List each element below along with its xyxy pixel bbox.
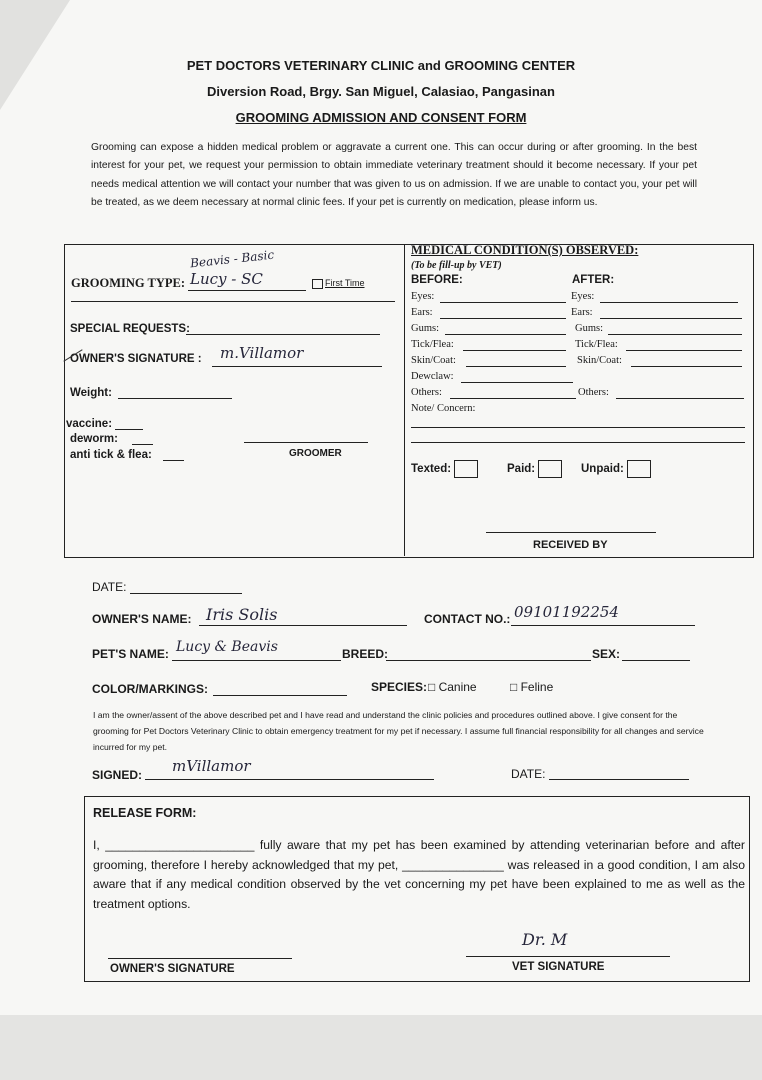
pet-name-value[interactable]: Lucy & Beavis <box>176 639 278 655</box>
signed-label: SIGNED: <box>92 768 143 782</box>
breed-line[interactable] <box>386 660 591 661</box>
before-tick-flea-line[interactable] <box>463 350 566 351</box>
before-ears: Ears: <box>411 307 433 318</box>
received-by-label: RECEIVED BY <box>533 539 608 551</box>
anti-tick-label: anti tick & flea: <box>70 449 152 461</box>
grooming-type-line <box>188 290 306 291</box>
special-requests-label: SPECIAL REQUESTS: <box>70 323 190 335</box>
signed-handwriting: mVillamor <box>172 757 251 775</box>
anti-tick-line[interactable] <box>163 460 184 461</box>
owner-name-value[interactable]: Iris Solis <box>206 605 278 624</box>
special-requests-line[interactable] <box>186 334 380 335</box>
contact-value[interactable]: 09101192254 <box>514 603 619 621</box>
before-dewclaw: Dewclaw: <box>411 371 454 382</box>
first-time-label: First Time <box>325 278 365 288</box>
before-tick-flea: Tick/Flea: <box>411 339 454 350</box>
form-title: GROOMING ADMISSION AND CONSENT FORM <box>235 110 527 125</box>
after-ears-line[interactable] <box>600 318 742 319</box>
first-time-option[interactable] <box>312 278 365 289</box>
after-eyes-line[interactable] <box>600 302 738 303</box>
box-divider <box>404 245 405 556</box>
after-tick-flea: Tick/Flea: <box>575 339 618 350</box>
vet-signature-handwriting: Dr. M <box>522 930 568 949</box>
release-title: RELEASE FORM: <box>93 806 197 820</box>
vaccine-label: vaccine: <box>66 418 113 430</box>
date-line[interactable] <box>130 593 242 594</box>
after-eyes: Eyes: <box>571 291 595 302</box>
after-heading: AFTER: <box>572 274 615 286</box>
note-line-2[interactable] <box>411 442 745 443</box>
clinic-address: Diversion Road, Brgy. San Miguel, Calasiao, Pangasinan <box>207 84 555 99</box>
intro-paragraph: Grooming can expose a hidden medical problem or aggravate a current one. This can occur during or after grooming. In the best interest for your pet, we request your permission to obtain immediate veterinary treatment should it become necessary. If your pet needs medical attention we will contact your number that was given to us on admission. If we are unable to contact you, your pet will be treated, as we deem necessary at normal clinic fees. If your pet is currently on medication, please inform us. <box>91 142 697 209</box>
after-tick-flea-line[interactable] <box>626 350 742 351</box>
deworm-label: deworm: <box>70 433 118 445</box>
paid-label: Paid: <box>507 463 536 476</box>
after-skin-coat: Skin/Coat: <box>577 355 622 366</box>
clinic-name: PET DOCTORS VETERINARY CLINIC and GROOMING CENTER <box>186 58 576 73</box>
before-skin-coat-line[interactable] <box>466 366 566 367</box>
contact-line[interactable] <box>511 625 695 626</box>
pet-name-line[interactable] <box>172 660 341 661</box>
after-skin-coat-line[interactable] <box>631 366 742 367</box>
paid-checkbox[interactable] <box>538 460 562 478</box>
release-owner-signature-label: OWNER'S SIGNATURE <box>110 963 235 975</box>
scan-edge <box>0 1015 762 1080</box>
texted-checkbox[interactable] <box>454 460 478 478</box>
before-skin-coat: Skin/Coat: <box>411 355 456 366</box>
vaccine-line[interactable] <box>115 429 143 430</box>
owner-signature-line[interactable] <box>212 366 382 367</box>
vet-signature-label: VET SIGNATURE <box>512 961 605 973</box>
note-concern: Note/ Concern: <box>411 403 476 414</box>
before-gums-line[interactable] <box>445 334 566 335</box>
after-others: Others: <box>578 387 609 398</box>
before-gums: Gums: <box>411 323 440 334</box>
species-label: SPECIES: <box>371 680 428 694</box>
release-paragraph: I, ______________________ fully aware that my pet has been examined by attending veterinarian before and after grooming, therefore I hereby acknowledged that my pet, _______________ was released in a good condition, I am also aware that if any medical condition observed by the vet concerning my pet have been explained to me as well as the treatment options. <box>93 838 745 911</box>
texted-label: Texted: <box>411 463 452 476</box>
before-others-line[interactable] <box>450 398 576 399</box>
received-by-line[interactable] <box>486 532 656 533</box>
breed-label: BREED: <box>342 647 389 661</box>
before-eyes: Eyes: <box>411 291 435 302</box>
owner-signature-label: OWNER'S SIGNATURE : <box>70 353 202 365</box>
canine-option[interactable]: □ Canine <box>428 680 477 694</box>
before-eyes-line[interactable] <box>440 302 566 303</box>
admission-box <box>64 244 754 558</box>
contact-label: CONTACT NO.: <box>424 612 511 626</box>
owner-name-line[interactable] <box>199 625 407 626</box>
medical-title: MEDICAL CONDITION(S) OBSERVED: <box>411 243 639 257</box>
texted-option[interactable] <box>411 460 478 478</box>
feline-option[interactable]: □ Feline <box>510 680 554 694</box>
weight-label: Weight: <box>70 387 112 399</box>
grooming-extra-line <box>71 301 395 302</box>
grooming-names-handwriting: Beavis - Basic <box>189 247 275 271</box>
grooming-type-label: GROOMING TYPE: <box>71 276 186 290</box>
owner-name-label: OWNER'S NAME: <box>92 612 192 626</box>
owner-signature-release-line[interactable] <box>108 958 292 959</box>
medical-subtitle: (To be fill-up by VET) <box>411 260 502 271</box>
note-line-1[interactable] <box>411 427 745 428</box>
owner-signature-handwriting: m.Villamor <box>220 344 304 362</box>
sex-line[interactable] <box>622 660 690 661</box>
consent-paragraph: I am the owner/assent of the above described pet and I have read and understand the clinic policies and procedures outlined above. I give consent for the grooming for Pet Doctors Veterinary Clinic to obtain emergency treatment for my pet if necessary. I assume full financial responsibility for all changes and service incurred for my pet. <box>93 710 704 752</box>
before-heading: BEFORE: <box>411 274 463 286</box>
vet-signature-line[interactable] <box>466 956 670 957</box>
color-markings-line[interactable] <box>213 695 347 696</box>
groomer-line[interactable] <box>244 442 368 443</box>
after-gums: Gums: <box>575 323 604 334</box>
signed-date-label: DATE: <box>511 767 546 781</box>
before-ears-line[interactable] <box>440 318 566 319</box>
deworm-line[interactable] <box>132 444 153 445</box>
color-markings-label: COLOR/MARKINGS: <box>92 682 208 696</box>
date-label: DATE: <box>92 580 127 594</box>
signed-line[interactable] <box>145 779 434 780</box>
sex-label: SEX: <box>592 647 621 661</box>
before-others: Others: <box>411 387 442 398</box>
after-ears: Ears: <box>571 307 593 318</box>
after-gums-line[interactable] <box>608 334 742 335</box>
unpaid-checkbox[interactable] <box>627 460 651 478</box>
groomer-label: GROOMER <box>289 448 342 459</box>
weight-line[interactable] <box>118 398 232 399</box>
signed-date-line[interactable] <box>549 779 689 780</box>
paid-option[interactable] <box>507 460 562 478</box>
unpaid-option[interactable] <box>581 460 651 478</box>
grooming-type-value[interactable]: Lucy - SC <box>190 270 263 288</box>
after-others-line[interactable] <box>616 398 744 399</box>
first-time-checkbox[interactable] <box>312 279 323 289</box>
before-dewclaw-line[interactable] <box>461 382 573 383</box>
pet-name-label: PET'S NAME: <box>92 647 169 661</box>
unpaid-label: Unpaid: <box>581 463 624 476</box>
